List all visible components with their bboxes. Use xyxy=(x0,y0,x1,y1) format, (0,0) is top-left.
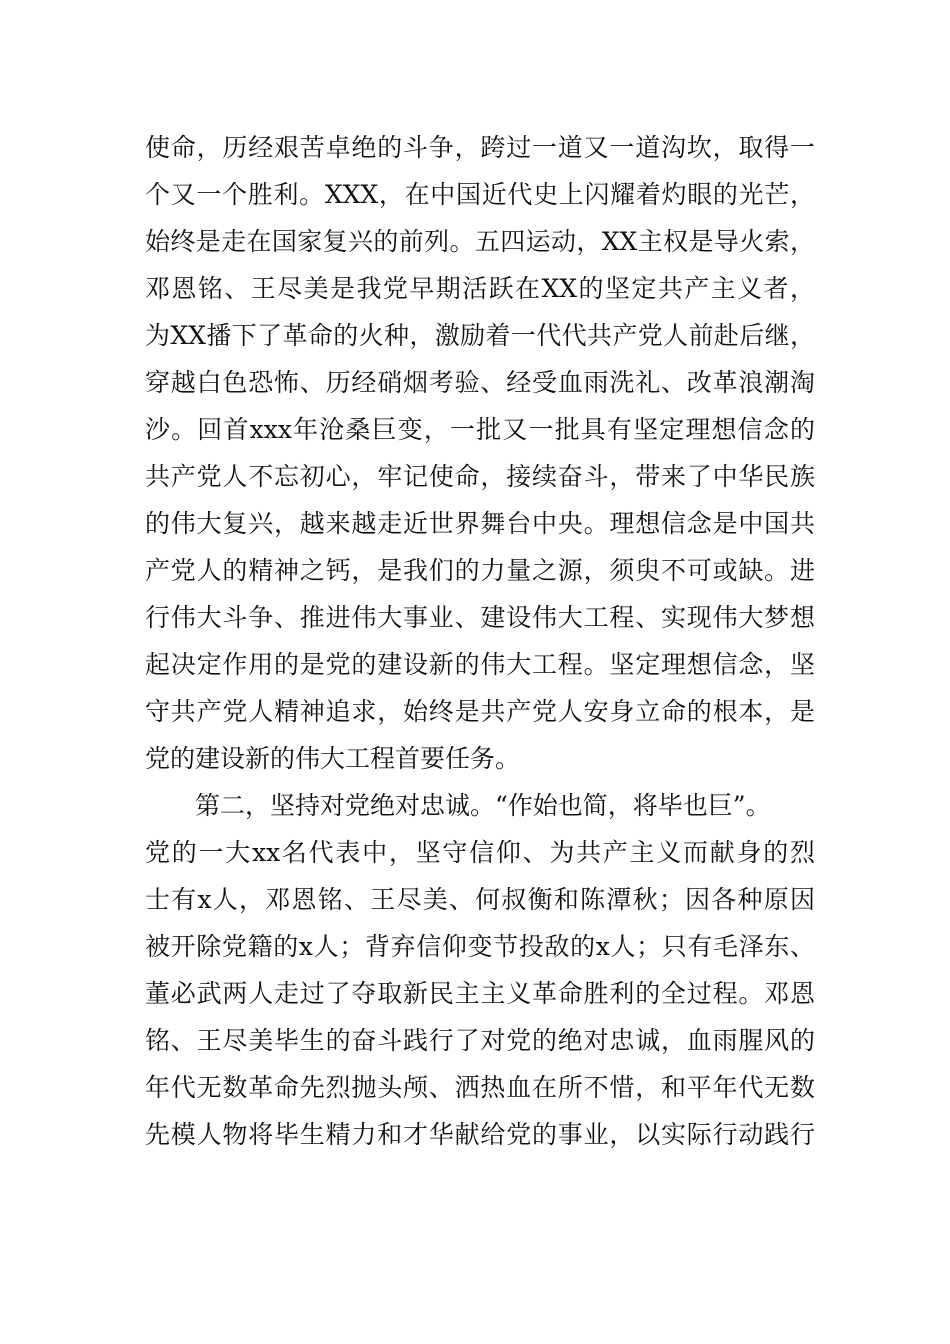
text-line: 年代无数革命先烈抛头颅、洒热血在所不惜，和平年代无数 xyxy=(145,1073,815,1102)
text-line: 士有x人，邓恩铭、王尽美、何叔衡和陈潭秋；因各种原因 xyxy=(145,885,815,914)
text-line: 行伟大斗争、推进伟大事业、建设伟大工程、实现伟大梦想 xyxy=(145,603,815,632)
text-line: 起决定作用的是党的建设新的伟大工程。坚定理想信念，坚 xyxy=(145,650,815,679)
paragraph-2 xyxy=(145,782,815,1158)
text-line: 的伟大复兴，越来越走近世界舞台中央。理想信念是中国共 xyxy=(145,509,815,538)
text-line: 使命，历经艰苦卓绝的斗争，跨过一道又一道沟坎，取得一 xyxy=(145,133,815,162)
text-line: 沙。回首xxx年沧桑巨变，一批又一批具有坚定理想信念的 xyxy=(145,415,815,444)
text-line: 先模人物将毕生精力和才华献给党的事业，以实际行动践行 xyxy=(145,1120,815,1149)
text-line: 被开除党籍的x人；背弃信仰变节投敌的x人；只有毛泽东、 xyxy=(145,932,815,961)
body-text xyxy=(145,124,815,1158)
text-line: 党的建设新的伟大工程首要任务。 xyxy=(145,744,521,773)
text-line: 董必武两人走过了夺取新民主主义革命胜利的全过程。邓恩 xyxy=(145,979,815,1008)
text-line: 穿越白色恐怖、历经硝烟考验、经受血雨洗礼、改革浪潮淘 xyxy=(145,368,815,397)
paragraph-heading-line: 第二，坚持对党绝对忠诚。“作始也简，将毕也巨”。 xyxy=(195,791,771,820)
text-line: 始终是走在国家复兴的前列。五四运动，XX主权是导火索， xyxy=(145,227,815,256)
text-line: 党的一大xx名代表中，坚守信仰、为共产主义而献身的烈 xyxy=(145,838,815,867)
text-line: 为XX播下了革命的火种，激励着一代代共产党人前赴后继， xyxy=(145,321,815,350)
text-line: 邓恩铭、王尽美是我党早期活跃在XX的坚定共产主义者， xyxy=(145,274,815,303)
text-line: 个又一个胜利。XXX，在中国近代史上闪耀着灼眼的光芒， xyxy=(145,180,815,209)
text-line: 产党人的精神之钙，是我们的力量之源，须臾不可或缺。进 xyxy=(145,556,815,585)
text-line: 守共产党人精神追求，始终是共产党人安身立命的根本，是 xyxy=(145,697,815,726)
paragraph-1 xyxy=(145,124,815,782)
text-line: 共产党人不忘初心，牢记使命，接续奋斗，带来了中华民族 xyxy=(145,462,815,491)
text-line: 铭、王尽美毕生的奋斗践行了对党的绝对忠诚，血雨腥风的 xyxy=(145,1026,815,1055)
